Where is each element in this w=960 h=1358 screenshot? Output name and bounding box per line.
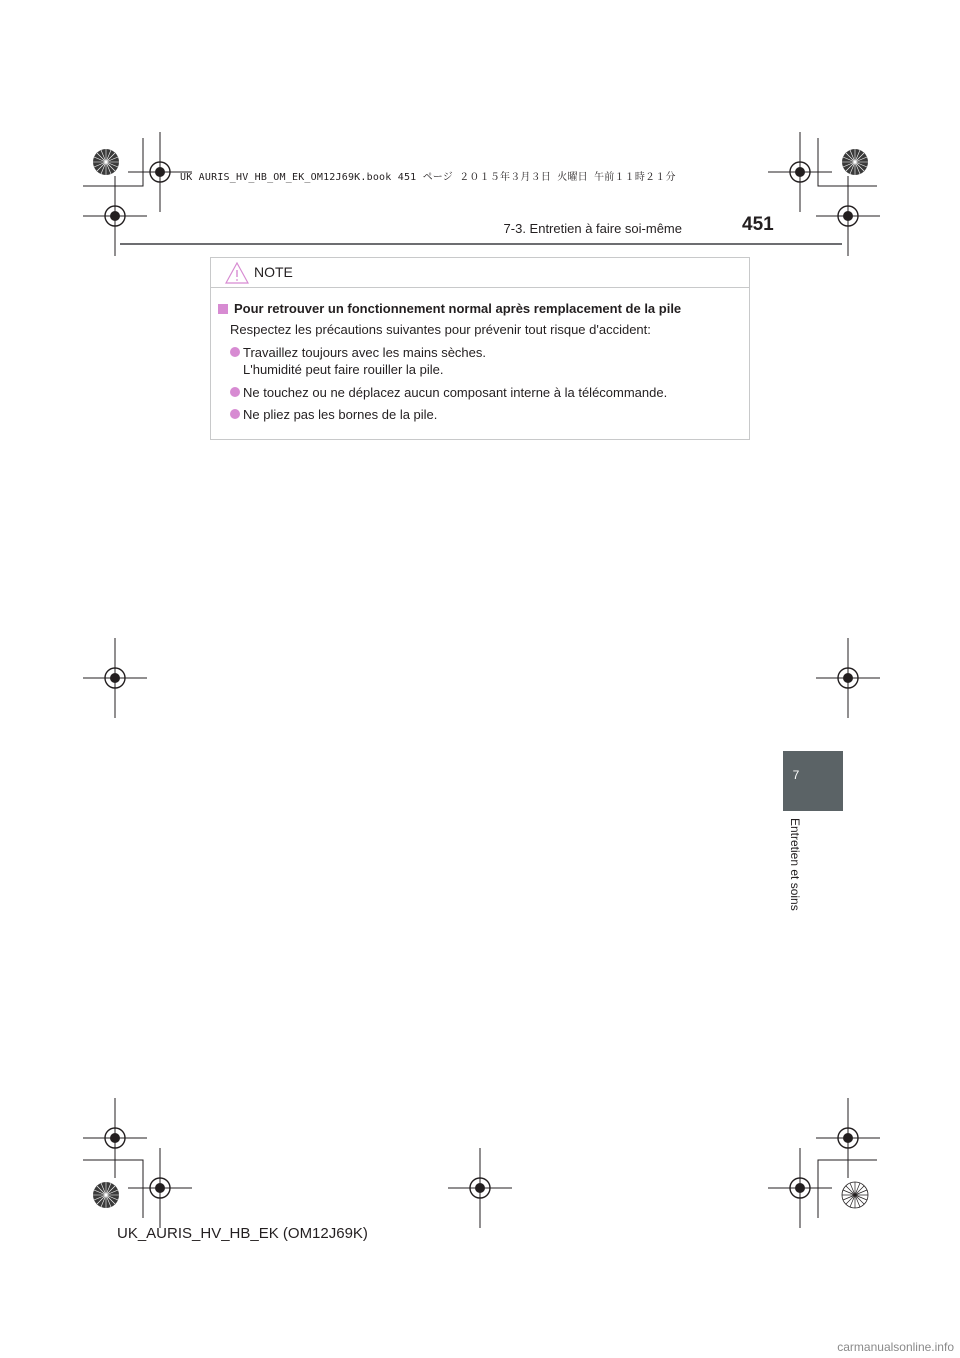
note-label: NOTE bbox=[254, 264, 293, 280]
print-header-stamp: UK AURIS_HV_HB_OM_EK_OM12J69K.book 451 ページ ２０１５年３月３日 火曜日 午前１１時２１分 bbox=[180, 172, 676, 183]
list-item-line: L'humidité peut faire rouiller la pile. bbox=[243, 362, 444, 377]
watermark: carmanualsonline.info bbox=[837, 1340, 954, 1354]
circle-bullet-icon bbox=[230, 409, 240, 419]
list-item-line: Travaillez toujours avec les mains sèches. bbox=[243, 345, 487, 360]
square-bullet-icon bbox=[218, 304, 228, 314]
warning-triangle-icon bbox=[225, 262, 249, 284]
chapter-number: 7 bbox=[792, 768, 800, 782]
chapter-label bbox=[783, 818, 809, 928]
list-item-text: Ne touchez ou ne déplacez aucun composant interne à la télécommande. bbox=[243, 385, 668, 400]
header-rule bbox=[120, 243, 842, 245]
list-item-text: Ne pliez pas les bornes de la pile. bbox=[243, 407, 438, 422]
note-intro: Respectez les précautions suivantes pour prévenir tout risque d'accident: bbox=[230, 322, 651, 337]
document-code: UK_AURIS_HV_HB_EK (OM12J69K) bbox=[117, 1225, 368, 1242]
note-box bbox=[210, 257, 750, 440]
list-item-text bbox=[243, 344, 486, 378]
circle-bullet-icon bbox=[230, 347, 240, 357]
note-heading bbox=[218, 301, 681, 316]
chapter-label-text: Entretien et soins bbox=[788, 818, 802, 911]
note-header bbox=[211, 258, 749, 288]
page-number: 451 bbox=[742, 214, 774, 235]
note-heading-text: Pour retrouver un fonctionnement normal après remplacement de la pile bbox=[234, 301, 682, 316]
circle-bullet-icon bbox=[230, 387, 240, 397]
section-title: 7-3. Entretien à faire soi-même bbox=[503, 221, 682, 236]
